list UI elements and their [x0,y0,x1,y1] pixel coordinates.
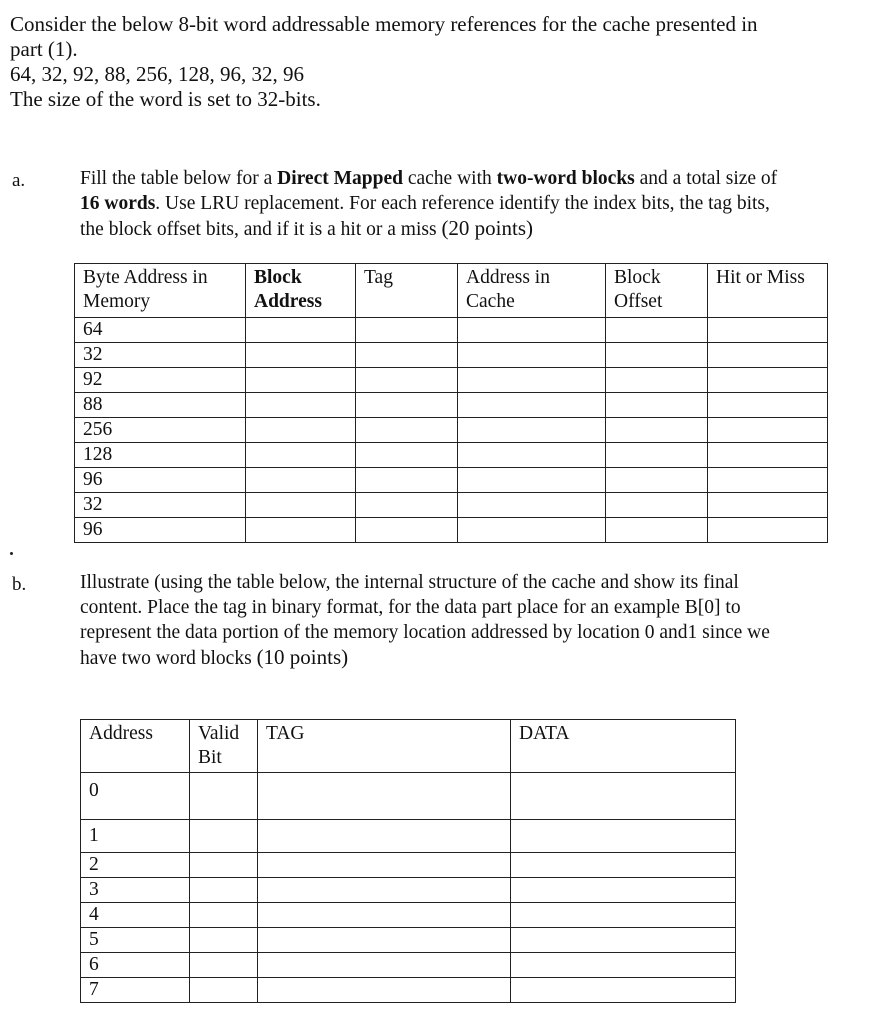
tag-cell[interactable] [258,978,511,1003]
cache-address-cell[interactable] [458,493,606,518]
hit-miss-cell[interactable] [708,518,828,543]
valid-bit-cell[interactable] [190,773,258,820]
data-cell[interactable] [511,878,736,903]
block-address-cell[interactable] [246,318,356,343]
data-cell[interactable] [511,853,736,878]
table-row [81,773,736,820]
data-cell[interactable] [511,820,736,853]
block-offset-cell[interactable] [606,493,708,518]
header-address: Address [81,720,190,773]
table-row [75,443,828,468]
part-a-text-1: Fill the table below for a [80,168,278,189]
byte-address-cell: 88 [75,393,246,418]
tag-cell[interactable] [356,393,458,418]
hit-miss-cell[interactable] [708,418,828,443]
header-valid-bit: Valid Bit [190,720,258,773]
byte-address-cell: 32 [75,493,246,518]
byte-address-cell: 256 [75,418,246,443]
sixteen-words: 16 words [80,193,156,214]
byte-address-cell: 92 [75,368,246,393]
part-a-text-5: the block offset bits, and if it is a hit or a miss [80,219,442,240]
block-address-cell[interactable] [246,418,356,443]
part-b-label: b. [12,574,27,595]
header-block-address: Block Address [246,264,356,318]
cache-address-cell: 7 [81,978,190,1003]
part-a-line-3 [80,216,855,242]
data-cell[interactable] [511,953,736,978]
hit-miss-cell[interactable] [708,493,828,518]
block-offset-cell[interactable] [606,443,708,468]
tag-cell[interactable] [356,343,458,368]
block-offset-cell[interactable] [606,418,708,443]
part-a-text-4: . Use LRU replacement. For each reference identify the index bits, the tag bits, [155,193,770,214]
block-offset-cell[interactable] [606,368,708,393]
hit-miss-cell[interactable] [708,318,828,343]
cache-address-cell: 2 [81,853,190,878]
cache-address-cell[interactable] [458,518,606,543]
hit-miss-cell[interactable] [708,368,828,393]
tag-cell[interactable] [258,820,511,853]
valid-bit-cell[interactable] [190,953,258,978]
cache-address-cell[interactable] [458,368,606,393]
part-a-text-3: and a total size of [634,168,778,189]
valid-bit-cell[interactable] [190,928,258,953]
table-row [75,393,828,418]
cache-address-cell[interactable] [458,443,606,468]
block-offset-cell[interactable] [606,318,708,343]
tag-cell[interactable] [356,368,458,393]
table-row [81,853,736,878]
header-address-in-cache: Address in Cache [458,264,606,318]
header-block-offset: Block Offset [606,264,708,318]
tag-cell[interactable] [258,878,511,903]
data-cell[interactable] [511,978,736,1003]
valid-bit-cell[interactable] [190,878,258,903]
byte-address-cell: 96 [75,518,246,543]
cache-address-cell[interactable] [458,418,606,443]
table-row [75,343,828,368]
table-row [75,368,828,393]
header-tag: TAG [258,720,511,773]
cache-address-cell: 1 [81,820,190,853]
part-b-line-3: represent the data portion of the memory location addressed by location 0 and1 since we [80,622,770,643]
cache-address-cell[interactable] [458,393,606,418]
byte-address-cell: 32 [75,343,246,368]
two-word-blocks: two-word blocks [496,168,635,189]
part-b-text [80,570,855,671]
part-b-line-2: content. Place the tag in binary format, for the data part place for an example B[0] to [80,597,741,618]
part-a-points: (20 points) [441,216,534,240]
memory-references: 64, 32, 92, 88, 256, 128, 96, 32, 96 [10,62,304,86]
part-b-text-4: have two word blocks [80,648,257,669]
hit-miss-cell[interactable] [708,393,828,418]
block-offset-cell[interactable] [606,468,708,493]
table-row [81,903,736,928]
byte-address-cell: 128 [75,443,246,468]
part-b-line-1: Illustrate (using the table below, the internal structure of the cache and show its final [80,572,739,593]
block-offset-cell[interactable] [606,518,708,543]
table-row [75,468,828,493]
data-cell[interactable] [511,903,736,928]
intro-line-1: Consider the below 8-bit word addressable memory references for the cache presented in [10,12,758,36]
part-b-points: (10 points) [256,645,349,669]
tag-cell[interactable] [258,903,511,928]
cache-address-cell[interactable] [458,468,606,493]
table-row [81,928,736,953]
header-data: DATA [511,720,736,773]
tag-cell[interactable] [258,928,511,953]
table-row [75,418,828,443]
table-row [81,820,736,853]
byte-address-cell: 64 [75,318,246,343]
block-address-cell[interactable] [246,343,356,368]
byte-address-cell: 96 [75,468,246,493]
part-a-line-1 [80,166,855,191]
table-row [81,978,736,1003]
cache-address-cell: 6 [81,953,190,978]
tag-cell[interactable] [258,853,511,878]
part-a-label: a. [12,170,26,191]
cache-structure-table [80,719,736,1003]
part-b-line-4 [80,645,855,671]
tag-cell[interactable] [356,468,458,493]
block-address-cell[interactable] [246,368,356,393]
hit-miss-cell[interactable] [708,468,828,493]
valid-bit-cell[interactable] [190,978,258,1003]
tag-cell[interactable] [258,773,511,820]
valid-bit-cell[interactable] [190,853,258,878]
word-size: The size of the word is set to 32-bits. [10,87,321,111]
table-row [75,318,828,343]
part-a-text-2: cache with [402,168,497,189]
table-row [75,493,828,518]
block-address-cell[interactable] [246,393,356,418]
table-row [81,953,736,978]
cache-address-cell: 5 [81,928,190,953]
tag-cell[interactable] [258,953,511,978]
block-address-cell[interactable] [246,518,356,543]
tag-cell[interactable] [356,418,458,443]
hit-miss-cell[interactable] [708,443,828,468]
stray-dot [10,552,13,555]
cache-address-cell[interactable] [458,318,606,343]
part-a-line-2 [80,191,855,216]
intro [10,12,860,112]
intro-line-2: part (1). [10,37,78,61]
block-address-cell[interactable] [246,468,356,493]
header-byte-address: Byte Address in Memory [75,264,246,318]
direct-mapped: Direct Mapped [277,168,403,189]
cache-address-cell[interactable] [458,343,606,368]
block-address-cell[interactable] [246,443,356,468]
tag-cell[interactable] [356,318,458,343]
tag-cell[interactable] [356,443,458,468]
header-hit-or-miss: Hit or Miss [708,264,828,318]
cache-address-cell: 3 [81,878,190,903]
table-row [75,518,828,543]
data-cell[interactable] [511,773,736,820]
cache-address-cell: 0 [81,773,190,820]
tag-cell[interactable] [356,493,458,518]
data-cell[interactable] [511,928,736,953]
block-offset-cell[interactable] [606,393,708,418]
part-a-text [80,166,855,242]
direct-mapped-table [74,263,828,543]
valid-bit-cell[interactable] [190,820,258,853]
cache-address-cell: 4 [81,903,190,928]
block-address-cell[interactable] [246,493,356,518]
tag-cell[interactable] [356,518,458,543]
block-offset-cell[interactable] [606,343,708,368]
hit-miss-cell[interactable] [708,343,828,368]
header-tag: Tag [356,264,458,318]
valid-bit-cell[interactable] [190,903,258,928]
table-row [81,878,736,903]
